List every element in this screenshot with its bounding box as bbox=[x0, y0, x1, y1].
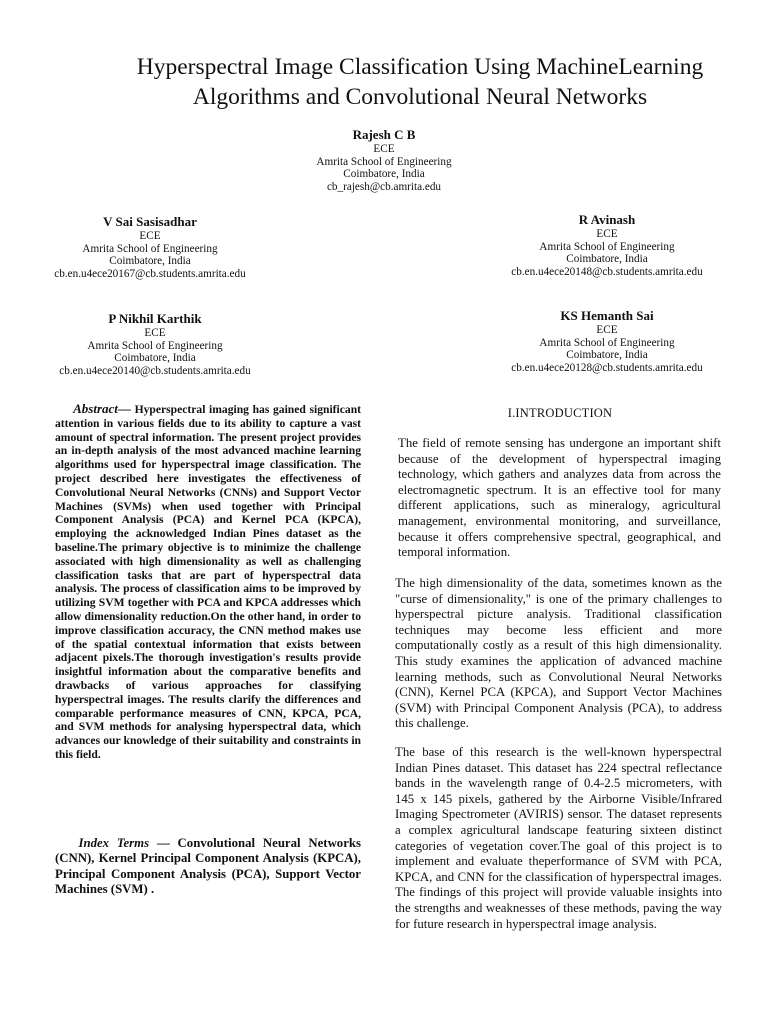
author-name: R Avinash bbox=[578, 212, 636, 227]
intro-paragraph: The base of this research is the well-known hyperspectral Indian Pines dataset. This dataset has 224 spectral reflectance bands in the wavelength range of 0.4-2.5 micrometers, with 145 x 145 pixels, gathered by the Airborne Visible/Infrared Imaging Spectrometer (AVIRIS) sensor. The dataset represents a complex agricultural landscape featuring sixteen distinct categories of vegetation cover.The goal of this project is to implement and evaluate theperformance of SVM with PCA, KPCA, and CNN for the classification of hyperspectral images. The findings of this project will provide valuable insights into the strengths and weaknesses of these methods, paving the way for future research in hyperspectral image analysis. bbox=[395, 745, 722, 931]
section-heading-introduction: I.INTRODUCTION bbox=[507, 406, 613, 420]
author-email: cb_rajesh@cb.amrita.edu bbox=[326, 180, 442, 193]
author-block-avinash bbox=[457, 212, 757, 278]
paper-title-line-2: Algorithms and Convolutional Neural Networks bbox=[192, 84, 648, 110]
author-dept: ECE bbox=[144, 327, 166, 339]
abstract-text: Hyperspectral imaging has gained significant attention in various fields due to its ability to capture a vast amount of spectral information. The present project provides an in-depth analysis of the most advanced machine learning algorithms used for hyperspectral image classification. The project described here investigates the effectiveness of Convolutional Neural Networks (CNNs) and Support Vector Machines (SVMs) when used together with Principal Component Analysis (PCA) and Kernel PCA (KPCA), employing the acknowledged Indian Pines dataset as the baseline.The primary objective is to minimize the challenge associated with high dimensionality as well as challenging classification tasks that are part of hyperspectral data analysis. The process of classification aims to be improved by utilizing SVM together with PCA and KPCA addresses which allow dimensionality reduction.On the other hand, in order to improve classification accuracy, the CNN method makes use of the spatial contextual information that exists between adjacent pixels.The thorough investigation's results provide insightful information about the comparative benefits and drawbacks of various approaches for classifying hyperspectral images. The results clarify the differences and comparable performance measures of CNN, KPCA, PCA, and SVM methods for analysing hyperspectral data, which advances our knowledge of their suitability and constraints in this field. bbox=[55, 403, 361, 761]
author-location: Coimbatore, India bbox=[343, 168, 425, 181]
paper-title bbox=[60, 52, 768, 112]
author-name: P Nikhil Karthik bbox=[108, 311, 202, 326]
paper-title-line-1: Hyperspectral Image Classification Using MachineLearning bbox=[136, 54, 704, 80]
author-institution: Amrita School of Engineering bbox=[87, 339, 223, 352]
intro-paragraph: The high dimensionality of the data, sometimes known as the "curse of dimensionality," is one of the primary challenges to hyperspectral picture analysis. Traditional classification techniques may become less efficient and more computationally costly as a result of this high dimensionality. This study examines the application of advanced machine learning methods, such as Convolutional Neural Networks (CNN), Kernel PCA (KPCA), and Support Vector Machines (SVM) with Principal Component Analysis (PCA), to address this challenge. bbox=[395, 576, 722, 731]
abstract bbox=[55, 402, 361, 762]
author-dept: ECE bbox=[596, 324, 618, 336]
author-email: cb.en.u4ece20148@cb.students.amrita.edu bbox=[511, 265, 703, 278]
author-block-rajesh bbox=[234, 127, 534, 193]
index-terms-label: Index Terms bbox=[78, 836, 150, 850]
index-terms-text: — Convolutional Neural Networks (CNN), Kernel Principal Component Analysis (KPCA), Principal Component Analysis (PCA), Support Vector Machines (SVM) . bbox=[55, 836, 361, 897]
author-location: Coimbatore, India bbox=[114, 352, 196, 365]
author-name: Rajesh C B bbox=[352, 127, 416, 142]
author-institution: Amrita School of Engineering bbox=[82, 242, 218, 255]
author-dept: ECE bbox=[139, 230, 161, 242]
author-block-karthik bbox=[5, 311, 305, 377]
author-name: KS Hemanth Sai bbox=[560, 308, 654, 323]
author-dept: ECE bbox=[596, 228, 618, 240]
author-institution: Amrita School of Engineering bbox=[539, 336, 675, 349]
author-email: cb.en.u4ece20167@cb.students.amrita.edu bbox=[54, 267, 246, 280]
author-name: V Sai Sasisadhar bbox=[103, 214, 197, 229]
author-location: Coimbatore, India bbox=[109, 255, 191, 268]
author-institution: Amrita School of Engineering bbox=[316, 155, 452, 168]
author-block-sasisadhar bbox=[0, 214, 300, 280]
author-location: Coimbatore, India bbox=[566, 349, 648, 362]
author-email: cb.en.u4ece20128@cb.students.amrita.edu bbox=[511, 361, 703, 374]
author-email: cb.en.u4ece20140@cb.students.amrita.edu bbox=[59, 364, 251, 377]
author-dept: ECE bbox=[373, 143, 395, 155]
index-terms bbox=[55, 836, 361, 898]
intro-paragraph: The field of remote sensing has undergone an important shift because of the development of hyperspectral imaging technology, which gathers and analyzes data from across the electromagnetic spectrum. It is an effective tool for many different applications, such as mineralogy, agricultural management, environmental monitoring, and surveillance, because it offers comprehensive spectral, geographical, and temporal information. bbox=[398, 436, 721, 560]
author-location: Coimbatore, India bbox=[566, 253, 648, 266]
author-institution: Amrita School of Engineering bbox=[539, 240, 675, 253]
abstract-label: Abstract— bbox=[73, 401, 131, 416]
author-block-hemanth bbox=[457, 308, 757, 374]
